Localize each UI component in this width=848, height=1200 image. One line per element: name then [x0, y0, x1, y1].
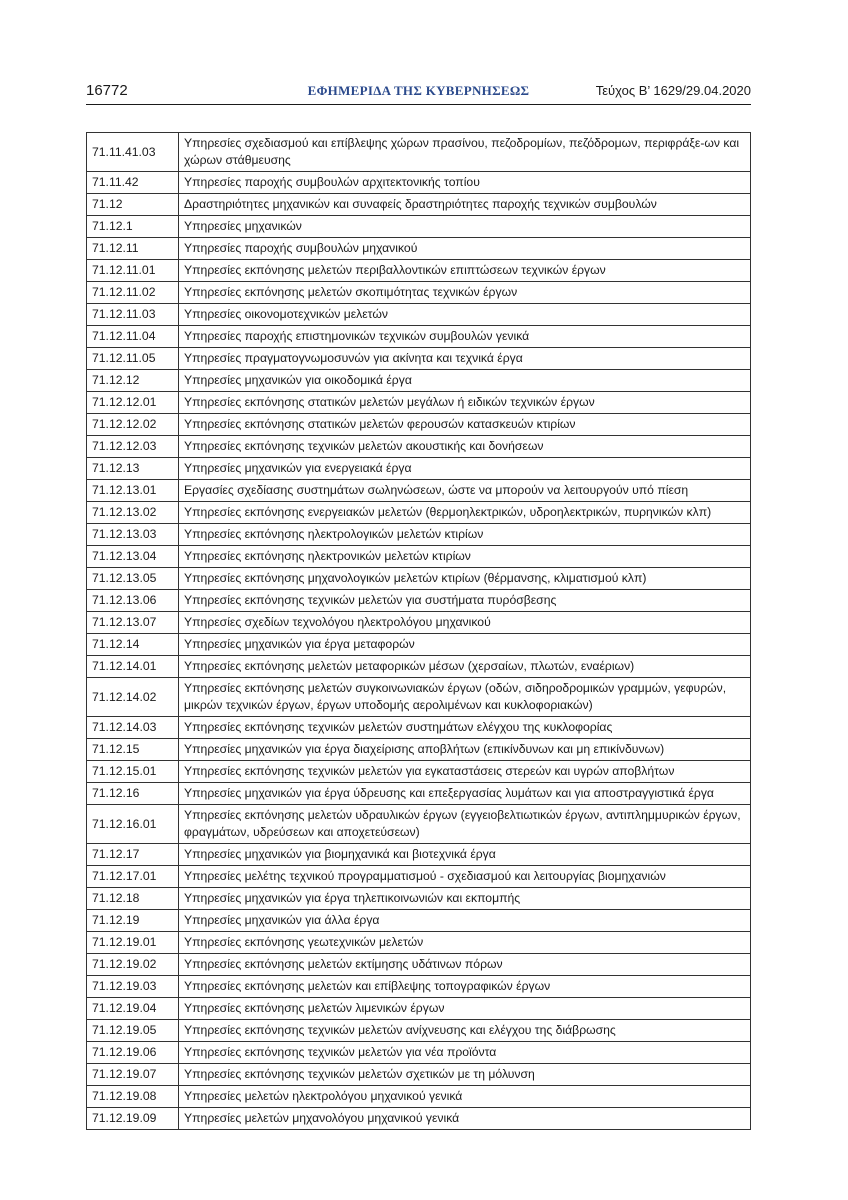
activity-description: Υπηρεσίες εκπόνησης ενεργειακών μελετών (θερμοηλεκτρικών, υδροηλεκτρικών, πυρηνικών κλπ) — [179, 502, 751, 524]
activity-description: Υπηρεσίες μηχανικών για άλλα έργα — [179, 910, 751, 932]
activity-description: Υπηρεσίες παροχής συμβουλών αρχιτεκτονικής τοπίου — [179, 172, 751, 194]
activity-description: Υπηρεσίες εκπόνησης τεχνικών μελετών ακουστικής και δονήσεων — [179, 436, 751, 458]
activity-codes-table — [86, 132, 751, 1130]
activity-description: Υπηρεσίες εκπόνησης τεχνικών μελετών σχετικών με τη μόλυνση — [179, 1064, 751, 1086]
activity-description: Δραστηριότητες μηχανικών και συναφείς δραστηριότητες παροχής τεχνικών συμβουλών — [179, 194, 751, 216]
activity-description: Υπηρεσίες μηχανικών για ενεργειακά έργα — [179, 458, 751, 480]
activity-code: 71.12.12.02 — [87, 414, 179, 436]
activity-code: 71.12.11.02 — [87, 282, 179, 304]
table-row — [87, 805, 751, 844]
activity-code: 71.12.19.03 — [87, 976, 179, 998]
activity-description: Υπηρεσίες μηχανικών για έργα διαχείρισης αποβλήτων (επικίνδυνων και μη επικίνδυνων) — [179, 739, 751, 761]
activity-description: Υπηρεσίες μελετών μηχανολόγου μηχανικού γενικά — [179, 1108, 751, 1130]
table-row — [87, 783, 751, 805]
table-row — [87, 910, 751, 932]
activity-code: 71.12.19.02 — [87, 954, 179, 976]
activity-code: 71.12.11.01 — [87, 260, 179, 282]
activity-description: Υπηρεσίες εκπόνησης μελετών και επίβλεψης τοπογραφικών έργων — [179, 976, 751, 998]
activity-description: Υπηρεσίες εκπόνησης τεχνικών μελετών για συστήματα πυρόσβεσης — [179, 590, 751, 612]
activity-description: Υπηρεσίες μηχανικών για βιομηχανικά και βιοτεχνικά έργα — [179, 844, 751, 866]
activity-description: Υπηρεσίες εκπόνησης μελετών σκοπιμότητας τεχνικών έργων — [179, 282, 751, 304]
activity-description: Υπηρεσίες εκπόνησης μηχανολογικών μελετών κτιρίων (θέρμανσης, κλιματισμού κλπ) — [179, 568, 751, 590]
activity-code: 71.12.16 — [87, 783, 179, 805]
activity-description: Υπηρεσίες μηχανικών — [179, 216, 751, 238]
table-row — [87, 976, 751, 998]
activity-code: 71.12.17 — [87, 844, 179, 866]
table-row — [87, 304, 751, 326]
activity-description: Υπηρεσίες μηχανικών για έργα τηλεπικοινωνιών και εκπομπής — [179, 888, 751, 910]
table-row — [87, 761, 751, 783]
table-row — [87, 888, 751, 910]
header-divider — [86, 104, 751, 105]
table-row — [87, 717, 751, 739]
activity-code: 71.12.14.01 — [87, 656, 179, 678]
activity-code: 71.12.12.03 — [87, 436, 179, 458]
page-header — [86, 80, 751, 104]
table-row — [87, 612, 751, 634]
activity-code: 71.12.14 — [87, 634, 179, 656]
table-row — [87, 238, 751, 260]
table-row — [87, 414, 751, 436]
table-row — [87, 282, 751, 304]
activity-code: 71.12.16.01 — [87, 805, 179, 844]
activity-code: 71.12.19.05 — [87, 1020, 179, 1042]
activity-code: 71.12.12 — [87, 370, 179, 392]
activity-code: 71.11.41.03 — [87, 133, 179, 172]
table-row — [87, 216, 751, 238]
activity-code: 71.12.19.07 — [87, 1064, 179, 1086]
activity-code: 71.12.13.06 — [87, 590, 179, 612]
table-row — [87, 844, 751, 866]
activity-code: 71.12.19.06 — [87, 1042, 179, 1064]
activity-code: 71.12.13.05 — [87, 568, 179, 590]
activity-description: Υπηρεσίες εκπόνησης μελετών λιμενικών έργων — [179, 998, 751, 1020]
activity-description: Υπηρεσίες εκπόνησης τεχνικών μελετών ανίχνευσης και ελέγχου της διάβρωσης — [179, 1020, 751, 1042]
activity-description: Υπηρεσίες εκπόνησης τεχνικών μελετών για νέα προϊόντα — [179, 1042, 751, 1064]
activity-code: 71.12.14.02 — [87, 678, 179, 717]
table-row — [87, 392, 751, 414]
table-row — [87, 1042, 751, 1064]
table-row — [87, 954, 751, 976]
table-body — [87, 133, 751, 1130]
journal-title: ΕΦΗΜΕΡΙΔΑ ΤΗΣ ΚΥΒΕΡΝΗΣΕΩΣ — [307, 83, 530, 98]
activity-code: 71.12.17.01 — [87, 866, 179, 888]
table-row — [87, 546, 751, 568]
activity-code: 71.12.14.03 — [87, 717, 179, 739]
activity-description: Υπηρεσίες μελετών ηλεκτρολόγου μηχανικού γενικά — [179, 1086, 751, 1108]
activity-code: 71.11.42 — [87, 172, 179, 194]
table-row — [87, 133, 751, 172]
table-row — [87, 739, 751, 761]
table-row — [87, 998, 751, 1020]
activity-description: Υπηρεσίες σχεδίων τεχνολόγου ηλεκτρολόγου μηχανικού — [179, 612, 751, 634]
table-row — [87, 590, 751, 612]
activity-code: 71.12.1 — [87, 216, 179, 238]
activity-description: Υπηρεσίες οικονομοτεχνικών μελετών — [179, 304, 751, 326]
table-row — [87, 656, 751, 678]
activity-code: 71.12.13.04 — [87, 546, 179, 568]
table-row — [87, 172, 751, 194]
issue-reference: Τεύχος Β’ 1629/29.04.2020 — [595, 83, 751, 98]
activity-description: Υπηρεσίες πραγματογνωμοσυνών για ακίνητα και τεχνικά έργα — [179, 348, 751, 370]
activity-code: 71.12.19 — [87, 910, 179, 932]
activity-code: 71.12.11 — [87, 238, 179, 260]
activity-code: 71.12.19.01 — [87, 932, 179, 954]
activity-code: 71.12.13.01 — [87, 480, 179, 502]
table-row — [87, 370, 751, 392]
activity-code: 71.12.15.01 — [87, 761, 179, 783]
activity-code: 71.12.13.03 — [87, 524, 179, 546]
activity-code: 71.12.12.01 — [87, 392, 179, 414]
table-row — [87, 502, 751, 524]
table-row — [87, 1108, 751, 1130]
activity-description: Υπηρεσίες εκπόνησης ηλεκτρονικών μελετών κτιρίων — [179, 546, 751, 568]
table-row — [87, 1020, 751, 1042]
activity-description: Υπηρεσίες μηχανικών για έργα ύδρευσης και επεξεργασίας λυμάτων και για αποστραγγιστικά έργα — [179, 783, 751, 805]
activity-description: Υπηρεσίες εκπόνησης μελετών συγκοινωνιακών έργων (οδών, σιδηροδρομικών γραμμών, γεφυρών, μικρών τεχνικών έργων, έργων υποδομής αερολιμένων και κυκλοφοριακών) — [179, 678, 751, 717]
table-row — [87, 634, 751, 656]
table-row — [87, 1064, 751, 1086]
activity-description: Υπηρεσίες εκπόνησης στατικών μελετών μεγάλων ή ειδικών τεχνικών έργων — [179, 392, 751, 414]
activity-code: 71.12.11.04 — [87, 326, 179, 348]
activity-code: 71.12.19.04 — [87, 998, 179, 1020]
activity-description: Υπηρεσίες μηχανικών για έργα μεταφορών — [179, 634, 751, 656]
table-row — [87, 194, 751, 216]
activity-code: 71.12.18 — [87, 888, 179, 910]
activity-description: Υπηρεσίες εκπόνησης ηλεκτρολογικών μελετών κτιρίων — [179, 524, 751, 546]
page-number: 16772 — [86, 82, 128, 99]
table-row — [87, 260, 751, 282]
activity-code: 71.12.19.08 — [87, 1086, 179, 1108]
table-row — [87, 326, 751, 348]
activity-description: Υπηρεσίες παροχής συμβουλών μηχανικού — [179, 238, 751, 260]
activity-code: 71.12.13.02 — [87, 502, 179, 524]
activity-description: Υπηρεσίες παροχής επιστημονικών τεχνικών συμβουλών γενικά — [179, 326, 751, 348]
activity-description: Υπηρεσίες εκπόνησης στατικών μελετών φερουσών κατασκευών κτιρίων — [179, 414, 751, 436]
activity-description: Υπηρεσίες εκπόνησης μελετών υδραυλικών έργων (εγγειοβελτιωτικών έργων, αντιπλημμυρικών έργων, φραγμάτων, υδρεύσεων και αποχετεύσεων) — [179, 805, 751, 844]
table-row — [87, 524, 751, 546]
table-row — [87, 458, 751, 480]
table-row — [87, 436, 751, 458]
activity-description: Εργασίες σχεδίασης συστημάτων σωληνώσεων, ώστε να μπορούν να λειτουργούν υπό πίεση — [179, 480, 751, 502]
activity-code: 71.12.11.03 — [87, 304, 179, 326]
table-row — [87, 480, 751, 502]
table-row — [87, 866, 751, 888]
activity-description: Υπηρεσίες εκπόνησης μελετών μεταφορικών μέσων (χερσαίων, πλωτών, εναέριων) — [179, 656, 751, 678]
table-row — [87, 1086, 751, 1108]
activity-description: Υπηρεσίες μηχανικών για οικοδομικά έργα — [179, 370, 751, 392]
activity-code: 71.12.13 — [87, 458, 179, 480]
activity-code: 71.12.15 — [87, 739, 179, 761]
activity-description: Υπηρεσίες εκπόνησης μελετών περιβαλλοντικών επιπτώσεων τεχνικών έργων — [179, 260, 751, 282]
activity-description: Υπηρεσίες σχεδιασμού και επίβλεψης χώρων πρασίνου, πεζοδρομίων, πεζόδρομων, περιφράξε-ων και χώρων στάθμευσης — [179, 133, 751, 172]
activity-code: 71.12.11.05 — [87, 348, 179, 370]
activity-code: 71.12.13.07 — [87, 612, 179, 634]
activity-code: 71.12.19.09 — [87, 1108, 179, 1130]
activity-description: Υπηρεσίες εκπόνησης τεχνικών μελετών συστημάτων ελέγχου της κυκλοφορίας — [179, 717, 751, 739]
table-row — [87, 348, 751, 370]
activity-description: Υπηρεσίες εκπόνησης μελετών εκτίμησης υδάτινων πόρων — [179, 954, 751, 976]
table-row — [87, 932, 751, 954]
table-row — [87, 568, 751, 590]
activity-description: Υπηρεσίες εκπόνησης γεωτεχνικών μελετών — [179, 932, 751, 954]
activity-description: Υπηρεσίες εκπόνησης τεχνικών μελετών για εγκαταστάσεις στερεών και υγρών αποβλήτων — [179, 761, 751, 783]
table-row — [87, 678, 751, 717]
activity-description: Υπηρεσίες μελέτης τεχνικού προγραμματισμού - σχεδιασμού και λειτουργίας βιομηχανιών — [179, 866, 751, 888]
activity-code: 71.12 — [87, 194, 179, 216]
